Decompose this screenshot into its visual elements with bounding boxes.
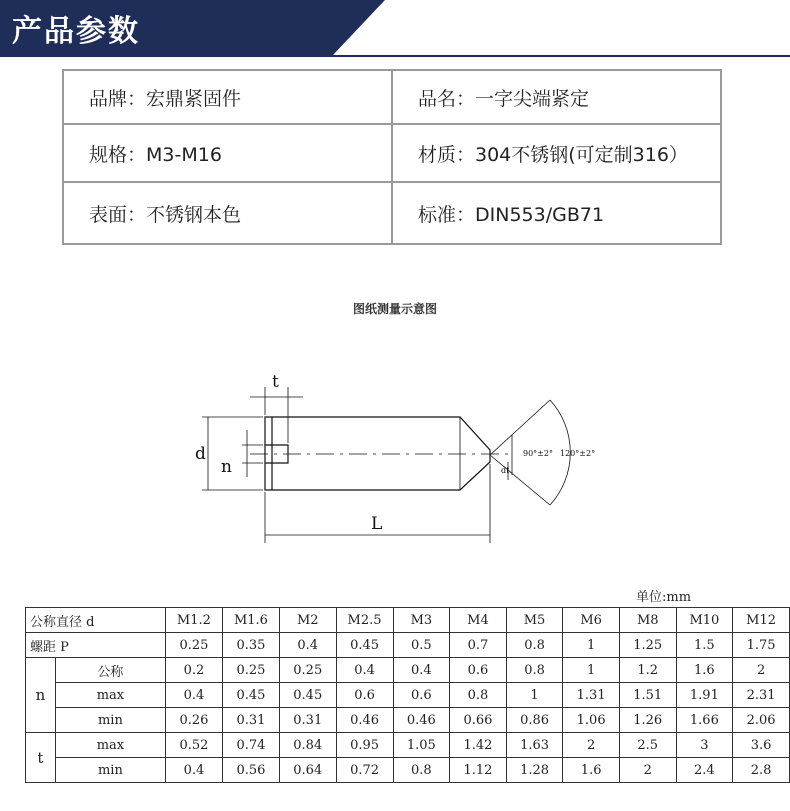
t-value-cell: 0.4: [165, 758, 222, 783]
n-value-cell: 0.46: [393, 708, 450, 733]
table-row: [26, 608, 790, 633]
pitch-cell: 0.5: [393, 633, 450, 658]
t-value-cell: 1.6: [563, 758, 620, 783]
t-value-cell: 2: [619, 758, 676, 783]
size-header-cell: M5: [506, 608, 563, 633]
material-cell: 材质：304不锈钢(可定制316）: [392, 124, 721, 182]
drawing-caption: 图纸测量示意图: [352, 302, 437, 316]
n-value-cell: 1.26: [619, 708, 676, 733]
n-value-cell: 0.31: [279, 708, 336, 733]
pitch-cell: 0.45: [336, 633, 393, 658]
size-header-cell: M2: [279, 608, 336, 633]
pitch-cell: 0.35: [222, 633, 279, 658]
n-value-cell: 1: [506, 683, 563, 708]
size-header-cell: M1.2: [165, 608, 222, 633]
spec-cell: 规格：M3-M16: [63, 124, 392, 182]
t-value-cell: 0.8: [393, 758, 450, 783]
t-value-cell: 0.56: [222, 758, 279, 783]
n-value-cell: 0.46: [336, 708, 393, 733]
pitch-cell: 1: [563, 633, 620, 658]
table-row: [26, 633, 790, 658]
label-t: t: [272, 372, 279, 392]
screw-body: [265, 417, 490, 490]
t-value-cell: 1.12: [450, 758, 507, 783]
screw-drawing: [190, 365, 630, 550]
t-value-cell: 0.84: [279, 733, 336, 758]
spec-table: [25, 607, 790, 783]
n-sub-label: max: [55, 683, 165, 708]
t-value-cell: 3: [676, 733, 733, 758]
t-value-cell: 2.5: [619, 733, 676, 758]
t-value-cell: 1.05: [393, 733, 450, 758]
t-value-cell: 1.42: [450, 733, 507, 758]
n-value-cell: 0.45: [279, 683, 336, 708]
pitch-cell: 0.25: [165, 633, 222, 658]
n-value-cell: 0.8: [506, 658, 563, 683]
t-value-cell: 1.28: [506, 758, 563, 783]
n-value-cell: 1: [563, 658, 620, 683]
pitch-cell: 0.7: [450, 633, 507, 658]
n-value-cell: 2: [733, 658, 790, 683]
t-value-cell: 1.63: [506, 733, 563, 758]
header-divider: [0, 55, 790, 57]
n-value-cell: 0.4: [336, 658, 393, 683]
n-value-cell: 2.06: [733, 708, 790, 733]
table-row: [26, 733, 790, 758]
n-value-cell: 1.06: [563, 708, 620, 733]
pitch-cell: 0.8: [506, 633, 563, 658]
label-angle-120: 120°±2°: [560, 449, 596, 458]
unit-label: 单位:mm: [636, 590, 692, 605]
n-value-cell: 1.51: [619, 683, 676, 708]
header: [0, 0, 790, 57]
label-d: d: [195, 444, 206, 464]
standard-cell: 标准：DIN553/GB71: [392, 182, 721, 244]
t-value-cell: 0.72: [336, 758, 393, 783]
t-sub-label: min: [55, 758, 165, 783]
product-name-cell: 品名：一字尖端紧定: [392, 70, 721, 124]
n-value-cell: 0.25: [279, 658, 336, 683]
n-value-cell: 0.4: [393, 658, 450, 683]
t-group-label: t: [26, 733, 56, 783]
n-sub-label: min: [55, 708, 165, 733]
label-n: n: [221, 457, 232, 477]
n-value-cell: 1.6: [676, 658, 733, 683]
label-dt: dt: [501, 466, 510, 475]
t-value-cell: 3.6: [733, 733, 790, 758]
n-value-cell: 0.26: [165, 708, 222, 733]
label-L: L: [371, 514, 383, 534]
size-header-cell: M12: [733, 608, 790, 633]
size-header-cell: M4: [450, 608, 507, 633]
pitch-cell: 1.5: [676, 633, 733, 658]
size-header-cell: M2.5: [336, 608, 393, 633]
t-sub-label: max: [55, 733, 165, 758]
n-value-cell: 0.86: [506, 708, 563, 733]
n-value-cell: 0.31: [222, 708, 279, 733]
n-value-cell: 0.6: [393, 683, 450, 708]
surface-cell: 表面：不锈钢本色: [63, 182, 392, 244]
n-value-cell: 0.6: [450, 658, 507, 683]
n-value-cell: 0.25: [222, 658, 279, 683]
n-value-cell: 1.31: [563, 683, 620, 708]
t-value-cell: 0.74: [222, 733, 279, 758]
page-title: 产品参数: [12, 14, 140, 49]
t-value-cell: 0.64: [279, 758, 336, 783]
n-value-cell: 2.31: [733, 683, 790, 708]
table-row: [26, 708, 790, 733]
pitch-cell: 1.25: [619, 633, 676, 658]
size-header-label: 公称直径 d: [26, 608, 166, 633]
pitch-cell: 0.4: [279, 633, 336, 658]
size-header-cell: M8: [619, 608, 676, 633]
size-header-cell: M10: [676, 608, 733, 633]
n-value-cell: 1.2: [619, 658, 676, 683]
table-row: [26, 758, 790, 783]
pitch-cell: 1.75: [733, 633, 790, 658]
t-value-cell: 0.95: [336, 733, 393, 758]
t-value-cell: 2: [563, 733, 620, 758]
size-header-cell: M3: [393, 608, 450, 633]
product-info-table: [62, 69, 722, 245]
n-group-label: n: [26, 658, 56, 733]
brand-cell: 品牌：宏鼎紧固件: [63, 70, 392, 124]
table-row: [26, 683, 790, 708]
n-value-cell: 0.4: [165, 683, 222, 708]
n-value-cell: 0.8: [450, 683, 507, 708]
t-value-cell: 2.4: [676, 758, 733, 783]
n-value-cell: 1.66: [676, 708, 733, 733]
n-value-cell: 0.66: [450, 708, 507, 733]
table-row: [26, 658, 790, 683]
t-value-cell: 2.8: [733, 758, 790, 783]
n-value-cell: 0.2: [165, 658, 222, 683]
n-value-cell: 1.91: [676, 683, 733, 708]
pitch-label: 螺距 P: [26, 633, 166, 658]
label-angle-90: 90°±2°: [523, 449, 553, 458]
n-sub-label: 公称: [55, 658, 165, 683]
n-value-cell: 0.6: [336, 683, 393, 708]
t-value-cell: 0.52: [165, 733, 222, 758]
size-header-cell: M1.6: [222, 608, 279, 633]
n-value-cell: 0.45: [222, 683, 279, 708]
size-header-cell: M6: [563, 608, 620, 633]
